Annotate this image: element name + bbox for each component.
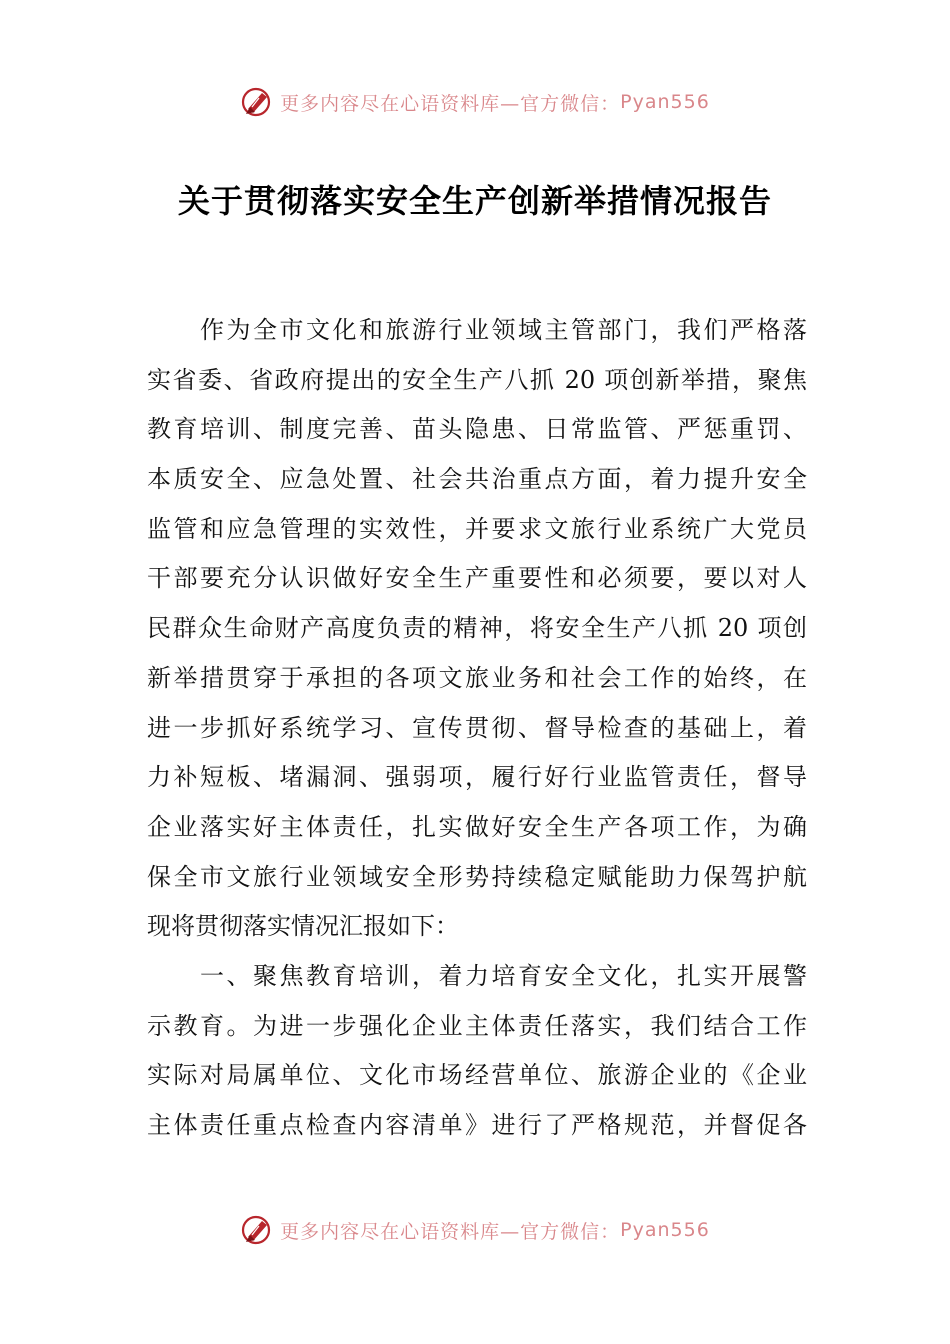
pen-nib-logo-icon [240, 1213, 274, 1247]
body-line: 企业落实好主体责任，扎实做好安全生产各项工作，为确 [147, 812, 807, 841]
body-line: 进一步抓好系统学习、宣传贯彻、督导检查的基础上，着 [147, 713, 807, 742]
watermark-text: 更多内容尽在心语资料库—官方微信： [280, 92, 621, 115]
body-line: 实省委、省政府提出的安全生产八抓 20 项创新举措，聚焦 [147, 365, 807, 394]
document-body [147, 306, 807, 1151]
body-line: 本质安全、应急处置、社会共治重点方面，着力提升安全 [147, 465, 807, 494]
body-line: 实际对局属单位、文化市场经营单位、旅游企业的《企业 [147, 1061, 807, 1090]
watermark-banner-bottom [0, 1210, 950, 1250]
body-line: 民群众生命财产高度负责的精神，将安全生产八抓 20 项创 [147, 614, 807, 643]
watermark-wechat-id: Pyan556 [620, 1219, 710, 1241]
watermark-banner-top [0, 82, 950, 122]
watermark-wechat-id: Pyan556 [620, 91, 710, 113]
body-line: 监管和应急管理的实效性，并要求文旅行业系统广大党员 [147, 514, 807, 543]
body-line: 作为全市文化和旅游行业领域主管部门，我们严格落 [147, 316, 807, 344]
body-line: 保全市文旅行业领域安全形势持续稳定赋能助力保驾护航 [147, 862, 807, 891]
pen-nib-logo-icon [240, 85, 274, 119]
body-line: 一、聚焦教育培训，着力培育安全文化，扎实开展警 [147, 961, 807, 990]
body-line: 新举措贯穿于承担的各项文旅业务和社会工作的始终，在 [147, 663, 807, 692]
body-line: 干部要充分认识做好安全生产重要性和必须要，要以对人 [147, 564, 807, 593]
watermark-text: 更多内容尽在心语资料库—官方微信： [280, 1220, 621, 1243]
document-title: 关于贯彻落实安全生产创新举措情况报告 [177, 182, 772, 220]
body-line: 教育培训、制度完善、苗头隐患、日常监管、严惩重罚、 [147, 415, 807, 444]
body-line: 示教育。为进一步强化企业主体责任落实，我们结合工作 [147, 1011, 807, 1040]
body-line: 主体责任重点检查内容清单》进行了严格规范，并督促各 [147, 1111, 807, 1139]
body-line: 现将贯彻落实情况汇报如下： [147, 912, 459, 941]
body-line: 力补短板、堵漏洞、强弱项，履行好行业监管责任，督导 [147, 763, 807, 792]
